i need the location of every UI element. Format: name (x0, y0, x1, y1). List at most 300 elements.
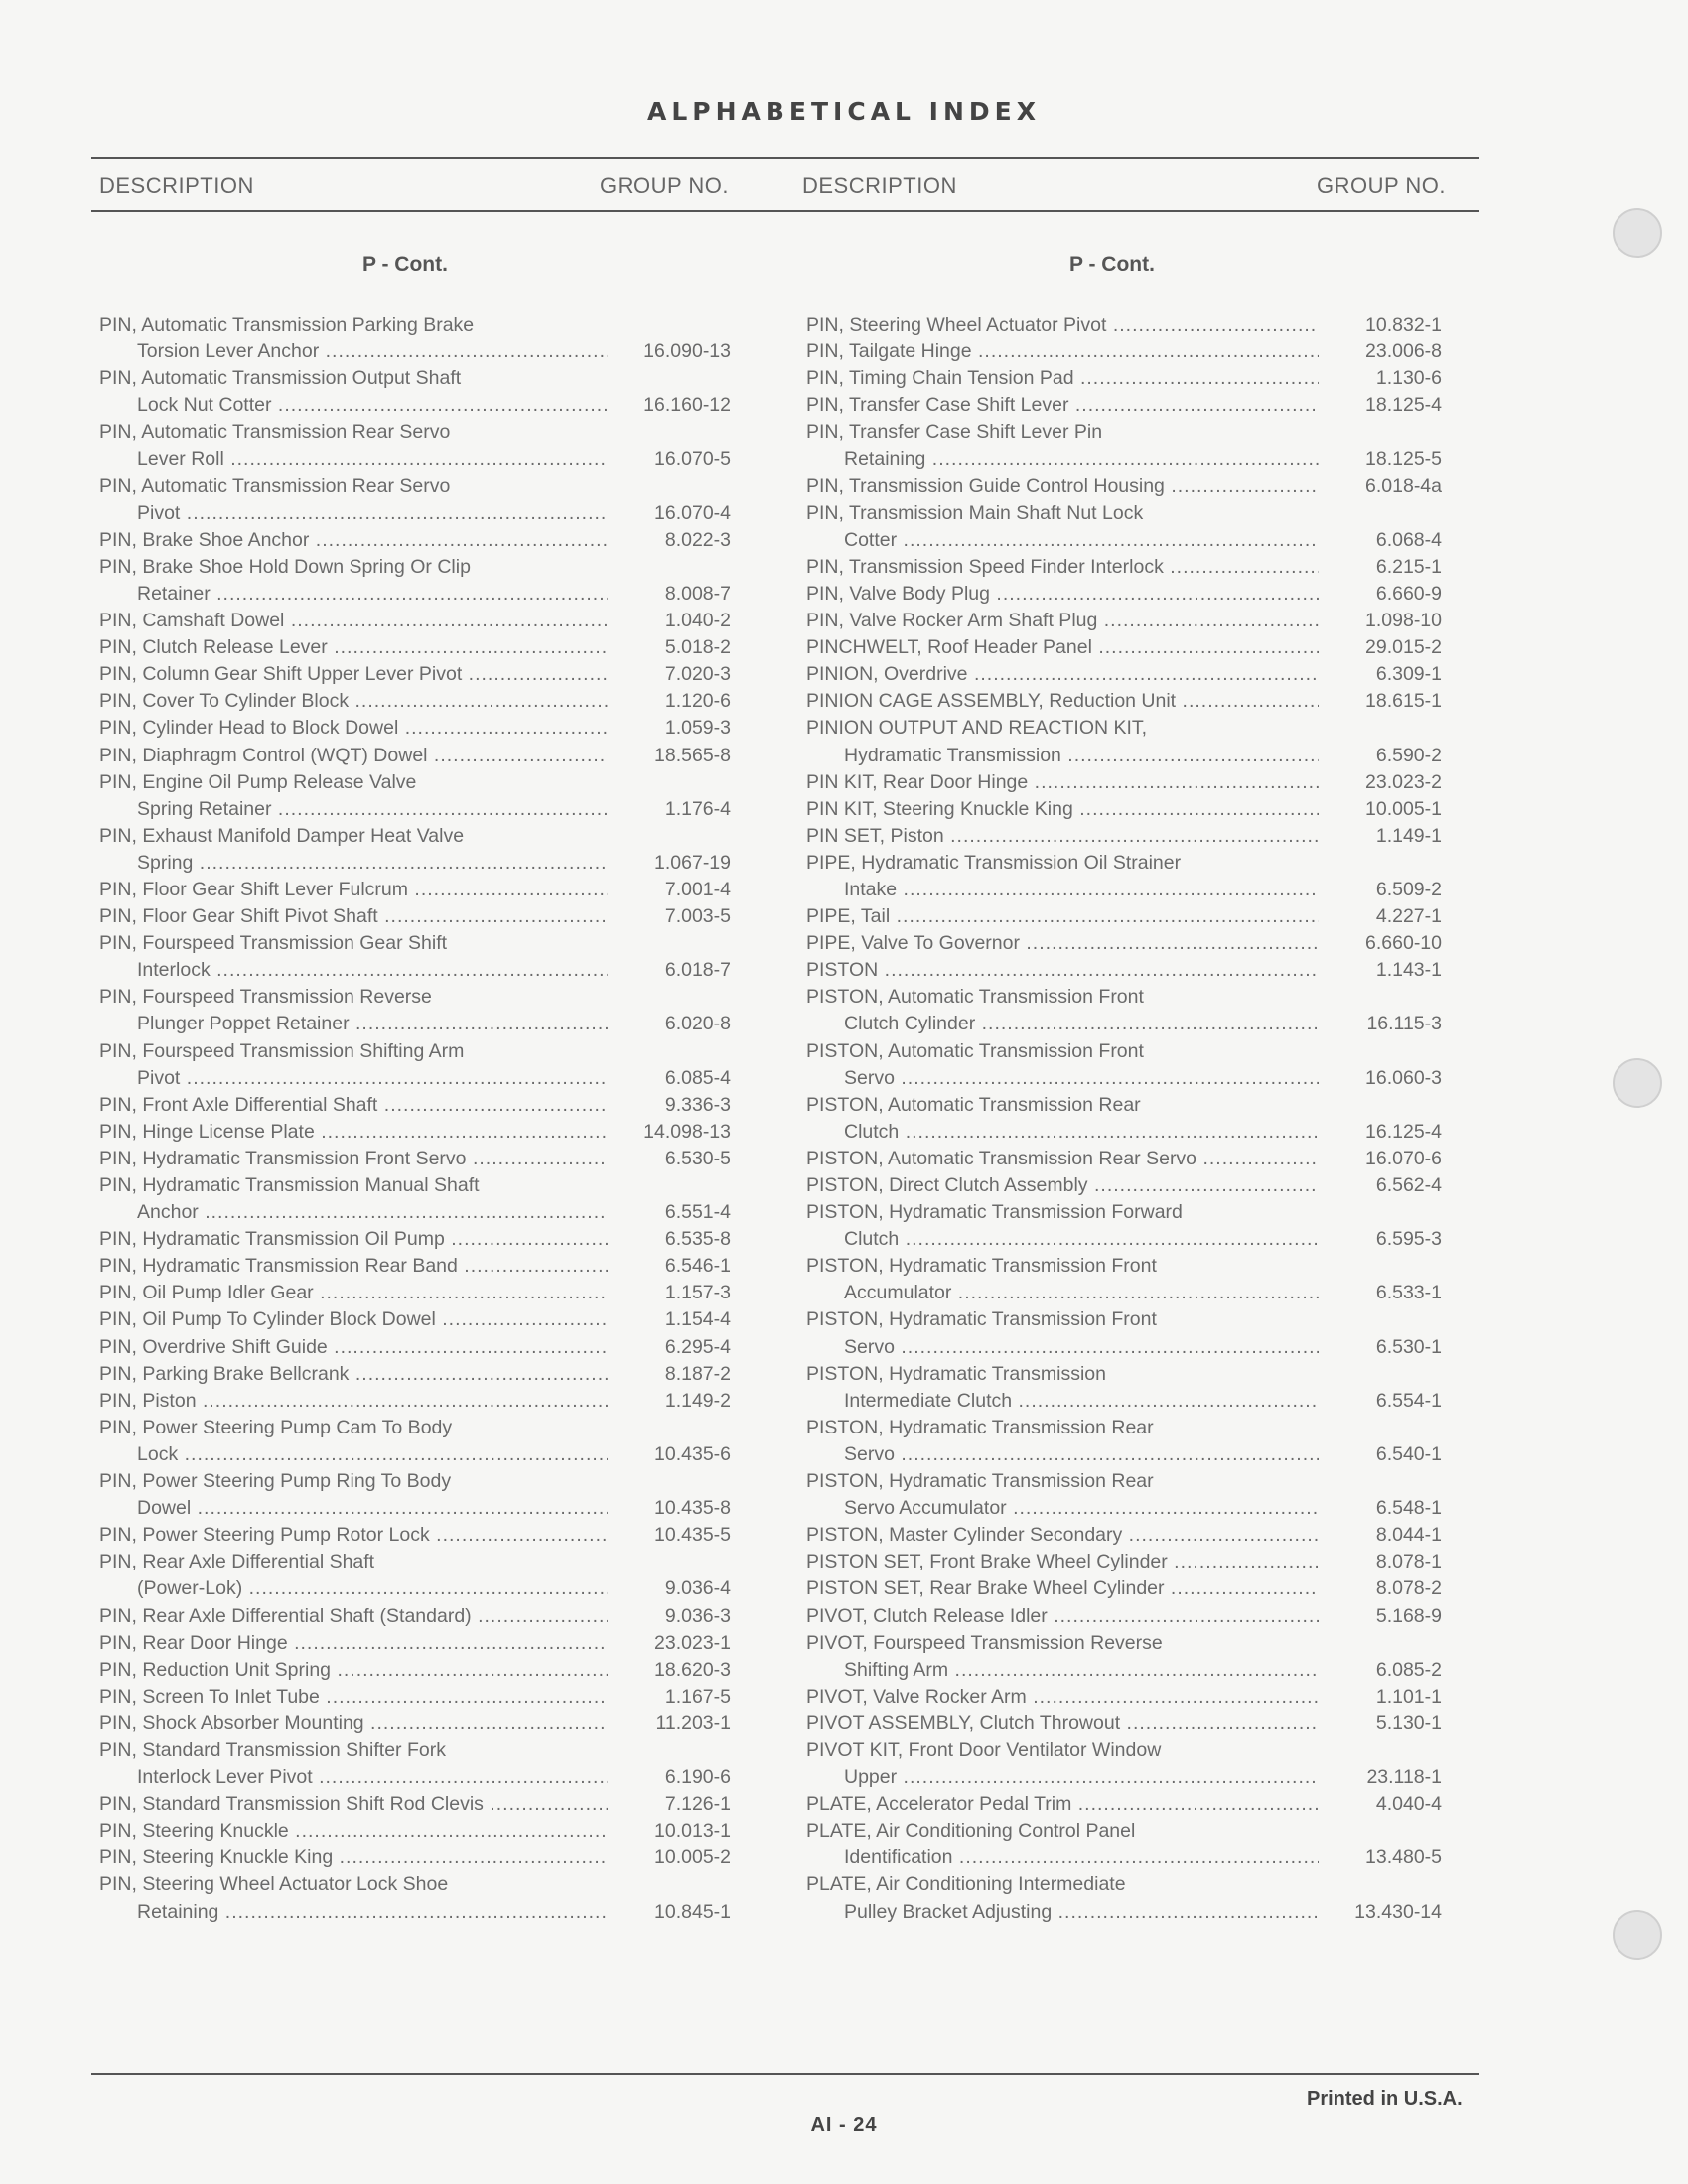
index-entry-line (806, 1522, 1442, 1549)
entry-group-number: 16.070-4 (654, 501, 731, 524)
entry-description: Pulley Bracket Adjusting ..... (806, 1899, 1319, 1926)
index-entry-line (806, 796, 1442, 823)
index-entry-line (99, 500, 731, 527)
entry-group-number (1319, 1415, 1442, 1441)
entry-description: PIN, Transfer Case Shift Lever ..... (806, 392, 1319, 419)
index-entry-line (806, 1441, 1442, 1468)
entry-group-number: 18.615-1 (1365, 690, 1442, 713)
entry-group-number: 4.227-1 (1375, 905, 1442, 928)
index-entry-line (99, 1737, 731, 1764)
index-entry-line (99, 1146, 731, 1172)
entry-description: PINION CAGE ASSEMBLY, Reduction Unit ..... (806, 688, 1319, 715)
entry-description: Interlock ..... (99, 957, 608, 984)
entry-group-number (608, 1468, 731, 1495)
index-entry-line (99, 1226, 731, 1253)
index-entry-line (99, 1280, 731, 1306)
right-description-header: DESCRIPTION (802, 173, 957, 198)
entry-description: Spring Retainer ..... (99, 796, 608, 823)
index-entry-line (99, 1119, 731, 1146)
index-entry-line (806, 984, 1442, 1011)
entry-group-number: 5.018-2 (664, 636, 731, 659)
index-entry-line (806, 634, 1442, 661)
index-entry-line (99, 474, 731, 500)
entry-group-number: 6.085-4 (664, 1066, 731, 1089)
index-entry-line (806, 581, 1442, 608)
entry-group-number: 4.040-4 (1375, 1793, 1442, 1816)
index-entry-line (806, 1334, 1442, 1361)
entry-group-number (1319, 1199, 1442, 1226)
index-entry-line (806, 339, 1442, 365)
entry-group-number: 5.168-9 (1375, 1604, 1442, 1627)
entry-description: PIN, Valve Body Plug ..... (806, 581, 1319, 608)
entry-description: PIN, Engine Oil Pump Release Valve (99, 770, 417, 793)
entry-description: PIN, Brake Shoe Anchor ..... (99, 527, 608, 554)
entry-group-number: 8.022-3 (664, 528, 731, 551)
entry-group-number: 6.215-1 (1375, 555, 1442, 578)
entry-description: PISTON ..... (806, 957, 1319, 984)
footer-rule (91, 2073, 1479, 2075)
entry-group-number (608, 419, 731, 446)
entry-group-number (608, 474, 731, 500)
index-entry-line (99, 419, 731, 446)
entry-description: PIVOT, Valve Rocker Arm ..... (806, 1684, 1319, 1710)
entry-description: PIN, Clutch Release Lever ..... (99, 634, 608, 661)
entry-group-number (608, 823, 731, 850)
entry-description: PIN, Automatic Transmission Parking Brake (99, 314, 475, 336)
entry-description: PIN, Steering Wheel Actuator Pivot ..... (806, 312, 1319, 339)
entry-description: PISTON SET, Rear Brake Wheel Cylinder ..... (806, 1575, 1319, 1602)
index-entry-line (806, 527, 1442, 554)
entry-group-number: 7.126-1 (664, 1793, 731, 1816)
left-group-header: GROUP NO. (600, 173, 730, 198)
entry-description: Lock ..... (99, 1441, 608, 1468)
entry-description: PISTON, Direct Clutch Assembly ..... (806, 1172, 1319, 1199)
entry-group-number: 23.023-2 (1365, 770, 1442, 793)
entry-group-number: 8.187-2 (664, 1362, 731, 1385)
entry-group-number: 13.480-5 (1365, 1846, 1442, 1869)
entry-group-number (1319, 500, 1442, 527)
entry-description: PIN, Hydramatic Transmission Front Servo ..... (99, 1146, 608, 1172)
right-group-header: GROUP NO. (1317, 173, 1447, 198)
index-entry-line (99, 1684, 731, 1710)
entry-group-number: 1.167-5 (664, 1685, 731, 1707)
index-entry-line (806, 877, 1442, 903)
index-entry-line (806, 850, 1442, 877)
entry-description: PISTON, Automatic Transmission Front (806, 986, 1144, 1009)
entry-description: PIVOT, Clutch Release Idler ..... (806, 1603, 1319, 1630)
index-entry-line (99, 903, 731, 930)
index-entry-line (99, 930, 731, 957)
entry-group-number (608, 769, 731, 796)
index-entry-line (99, 527, 731, 554)
entry-group-number: 16.070-5 (654, 448, 731, 471)
binder-hole-top (1613, 208, 1662, 258)
entry-description: PIN, Automatic Transmission Rear Servo (99, 475, 451, 497)
index-entry-line (99, 661, 731, 688)
index-entry-line (99, 1818, 731, 1844)
index-entry-line (99, 1388, 731, 1415)
entry-description: PISTON, Hydramatic Transmission Front (806, 1308, 1157, 1331)
entry-description: Retaining ..... (99, 1899, 608, 1926)
entry-description: PIN, Standard Transmission Shifter Fork (99, 1738, 446, 1761)
entry-group-number (1319, 1306, 1442, 1333)
index-entry-line (99, 312, 731, 339)
entry-group-number: 6.595-3 (1375, 1228, 1442, 1251)
entry-group-number (1319, 1630, 1442, 1657)
entry-description: PIN, Hydramatic Transmission Rear Band ..... (99, 1253, 608, 1280)
index-entry-line (806, 554, 1442, 581)
entry-description: PIN, Exhaust Manifold Damper Heat Valve (99, 824, 465, 847)
index-entry-line (99, 1415, 731, 1441)
entry-group-number (608, 930, 731, 957)
index-entry-line (806, 1764, 1442, 1791)
entry-group-number (608, 1871, 731, 1898)
index-entry-line (806, 1172, 1442, 1199)
entry-description: PIN, Cylinder Head to Block Dowel ..... (99, 715, 608, 742)
entry-group-number: 1.130-6 (1375, 367, 1442, 390)
index-entry-line (806, 1092, 1442, 1119)
entry-group-number: 16.160-12 (643, 394, 731, 417)
index-entry-line (806, 1844, 1442, 1871)
entry-group-number: 6.533-1 (1375, 1282, 1442, 1304)
page-title: ALPHABETICAL INDEX (646, 97, 1042, 126)
entry-description: PIN, Steering Knuckle ..... (99, 1818, 608, 1844)
right-index-column (806, 312, 1442, 1926)
entry-group-number: 6.530-5 (664, 1147, 731, 1169)
entry-group-number: 1.154-4 (664, 1308, 731, 1331)
entry-group-number (608, 1549, 731, 1575)
entry-group-number (1319, 1871, 1442, 1898)
entry-description: PISTON, Automatic Transmission Front (806, 1039, 1144, 1062)
entry-group-number: 1.120-6 (664, 690, 731, 713)
entry-group-number: 16.125-4 (1365, 1120, 1442, 1143)
index-entry-line (99, 392, 731, 419)
index-entry-line (806, 1226, 1442, 1253)
index-entry-line (99, 1038, 731, 1065)
index-entry-line (806, 500, 1442, 527)
index-entry-line (806, 1119, 1442, 1146)
index-entry-line (99, 1630, 731, 1657)
entry-description: PIN SET, Piston ..... (806, 823, 1319, 850)
entry-description: PIN, Tailgate Hinge ..... (806, 339, 1319, 365)
entry-group-number (608, 1172, 731, 1199)
entry-group-number (1319, 1818, 1442, 1844)
index-entry-line (99, 957, 731, 984)
index-entry-line (806, 1791, 1442, 1818)
entry-description: PIN, Floor Gear Shift Pivot Shaft ..... (99, 903, 608, 930)
entry-group-number: 29.015-2 (1365, 636, 1442, 659)
index-entry-line (806, 1495, 1442, 1522)
entry-description: PISTON, Master Cylinder Secondary ..... (806, 1522, 1319, 1549)
entry-group-number: 18.125-4 (1365, 394, 1442, 417)
entry-description: PIN, Hydramatic Transmission Manual Shaft (99, 1174, 480, 1196)
entry-description: PISTON, Automatic Transmission Rear Servo ..... (806, 1146, 1319, 1172)
index-entry-line (99, 365, 731, 392)
entry-description: PIN, Power Steering Pump Cam To Body (99, 1416, 453, 1438)
index-entry-line (806, 1011, 1442, 1037)
entry-description: Lever Roll ..... (99, 446, 608, 473)
index-entry-line (99, 1575, 731, 1602)
index-entry-line (99, 715, 731, 742)
index-entry-line (99, 1844, 731, 1871)
entry-group-number: 1.157-3 (664, 1282, 731, 1304)
entry-description: PIN, Automatic Transmission Output Shaft (99, 367, 462, 390)
entry-group-number: 10.005-1 (1365, 797, 1442, 820)
page-number: AI - 24 (810, 2115, 878, 2136)
entry-group-number: 8.008-7 (664, 582, 731, 605)
index-entry-line (806, 1603, 1442, 1630)
index-entry-line (99, 1603, 731, 1630)
entry-description: Upper ..... (806, 1764, 1319, 1791)
entry-description: PIN, Power Steering Pump Rotor Lock ..... (99, 1522, 608, 1549)
index-entry-line (99, 339, 731, 365)
entry-description: Lock Nut Cotter ..... (99, 392, 608, 419)
entry-group-number: 6.530-1 (1375, 1335, 1442, 1358)
entry-group-number (1319, 419, 1442, 446)
index-entry-line (99, 1441, 731, 1468)
index-entry-line (806, 1415, 1442, 1441)
entry-group-number: 23.006-8 (1365, 341, 1442, 363)
entry-group-number: 16.060-3 (1365, 1066, 1442, 1089)
entry-description: PIN KIT, Rear Door Hinge ..... (806, 769, 1319, 796)
entry-group-number (608, 984, 731, 1011)
entry-description: PLATE, Accelerator Pedal Trim ..... (806, 1791, 1319, 1818)
index-entry-line (99, 1764, 731, 1791)
entry-description: Cotter ..... (806, 527, 1319, 554)
entry-description: PINCHWELT, Roof Header Panel ..... (806, 634, 1319, 661)
entry-group-number: 6.190-6 (664, 1766, 731, 1789)
index-entry-line (806, 1899, 1442, 1926)
entry-description: PIN, Transmission Speed Finder Interlock ..... (806, 554, 1319, 581)
entry-description: PIN, Fourspeed Transmission Reverse (99, 986, 432, 1009)
entry-description: PIN, Hydramatic Transmission Oil Pump ..... (99, 1226, 608, 1253)
entry-description: PIN, Fourspeed Transmission Shifting Arm (99, 1039, 465, 1062)
index-entry-line (806, 608, 1442, 634)
entry-group-number: 6.535-8 (664, 1228, 731, 1251)
binder-hole-middle (1613, 1058, 1662, 1108)
left-description-header: DESCRIPTION (99, 173, 254, 198)
entry-group-number: 6.018-7 (664, 959, 731, 982)
entry-description: PIN, Front Axle Differential Shaft ..... (99, 1092, 608, 1119)
entry-group-number (608, 365, 731, 392)
entry-description: PIPE, Tail ..... (806, 903, 1319, 930)
entry-group-number: 6.546-1 (664, 1255, 731, 1278)
entry-description: Servo ..... (806, 1334, 1319, 1361)
index-entry-line (99, 1172, 731, 1199)
entry-group-number: 1.101-1 (1375, 1685, 1442, 1707)
entry-description: Clutch ..... (806, 1226, 1319, 1253)
entry-group-number: 6.562-4 (1375, 1174, 1442, 1196)
index-entry-line (806, 474, 1442, 500)
index-entry-line (806, 1657, 1442, 1684)
index-entry-line (806, 1630, 1442, 1657)
entry-group-number: 8.044-1 (1375, 1524, 1442, 1547)
entry-group-number: 13.430-14 (1354, 1900, 1442, 1923)
printed-in-usa: Printed in U.S.A. (1307, 2088, 1463, 2110)
index-entry-line (806, 1549, 1442, 1575)
entry-group-number: 10.832-1 (1365, 314, 1442, 336)
entry-description: PIN, Reduction Unit Spring ..... (99, 1657, 608, 1684)
index-entry-line (806, 1388, 1442, 1415)
entry-description: PIN, Rear Axle Differential Shaft (99, 1551, 375, 1573)
index-entry-line (806, 1146, 1442, 1172)
entry-group-number (608, 1038, 731, 1065)
entry-description: PIN, Hinge License Plate ..... (99, 1119, 608, 1146)
index-entry-line (806, 823, 1442, 850)
index-entry-line (99, 769, 731, 796)
entry-description: PIN, Automatic Transmission Rear Servo (99, 421, 451, 444)
index-entry-line (99, 1253, 731, 1280)
left-section-subtitle: P - Cont. (362, 253, 448, 276)
entry-description: Plunger Poppet Retainer ..... (99, 1011, 608, 1037)
entry-group-number: 16.115-3 (1366, 1013, 1442, 1035)
index-entry-line (806, 715, 1442, 742)
entry-group-number: 10.435-5 (654, 1524, 731, 1547)
entry-description: Servo Accumulator ..... (806, 1495, 1319, 1522)
entry-description: Torsion Lever Anchor ..... (99, 339, 608, 365)
entry-group-number: 1.059-3 (664, 717, 731, 740)
index-entry-line (806, 1818, 1442, 1844)
entry-group-number (608, 554, 731, 581)
entry-description: PIN, Steering Wheel Actuator Lock Shoe (99, 1873, 449, 1896)
index-entry-line (806, 1361, 1442, 1388)
index-entry-line (99, 1549, 731, 1575)
entry-description: PIVOT, Fourspeed Transmission Reverse (806, 1631, 1163, 1654)
entry-description: Hydramatic Transmission ..... (806, 743, 1319, 769)
entry-group-number: 16.070-6 (1365, 1147, 1442, 1169)
index-entry-line (99, 877, 731, 903)
entry-group-number: 6.068-4 (1375, 528, 1442, 551)
entry-group-number: 9.036-4 (664, 1577, 731, 1600)
index-entry-line (806, 1468, 1442, 1495)
entry-description: (Power-Lok) ..... (99, 1575, 608, 1602)
entry-group-number: 5.130-1 (1375, 1711, 1442, 1734)
index-entry-line (806, 392, 1442, 419)
entry-group-number (1319, 1361, 1442, 1388)
entry-group-number: 6.660-10 (1365, 932, 1442, 955)
entry-group-number (608, 1415, 731, 1441)
entry-group-number: 7.001-4 (664, 878, 731, 900)
entry-group-number: 11.203-1 (655, 1711, 731, 1734)
index-entry-line (806, 957, 1442, 984)
entry-description: PISTON, Hydramatic Transmission Rear (806, 1416, 1154, 1438)
entry-description: PIN, Column Gear Shift Upper Lever Pivot ..... (99, 661, 608, 688)
entry-group-number: 6.554-1 (1375, 1389, 1442, 1412)
index-entry-line (99, 1657, 731, 1684)
entry-group-number: 1.176-4 (664, 797, 731, 820)
entry-description: Dowel ..... (99, 1495, 608, 1522)
entry-description: Servo ..... (806, 1441, 1319, 1468)
index-entry-line (99, 796, 731, 823)
entry-group-number: 6.660-9 (1375, 582, 1442, 605)
entry-description: PIN, Standard Transmission Shift Rod Clevis ..... (99, 1791, 608, 1818)
header-bottom-rule (91, 210, 1479, 212)
entry-description: PIN, Shock Absorber Mounting ..... (99, 1710, 608, 1737)
entry-group-number: 7.020-3 (664, 663, 731, 686)
entry-description: PIN, Rear Door Hinge ..... (99, 1630, 608, 1657)
index-entry-line (99, 1011, 731, 1037)
entry-description: Clutch ..... (806, 1119, 1319, 1146)
index-entry-line (99, 1065, 731, 1092)
index-entry-line (806, 1253, 1442, 1280)
index-entry-line (806, 688, 1442, 715)
entry-description: PIN, Timing Chain Tension Pad ..... (806, 365, 1319, 392)
entry-group-number: 10.845-1 (654, 1900, 731, 1923)
entry-description: PIN, Brake Shoe Hold Down Spring Or Clip (99, 555, 471, 578)
entry-description: Pivot ..... (99, 1065, 608, 1092)
index-entry-line (806, 743, 1442, 769)
entry-group-number (1319, 1038, 1442, 1065)
entry-group-number: 23.118-1 (1366, 1766, 1442, 1789)
index-entry-line (806, 1871, 1442, 1898)
index-entry-line (806, 1710, 1442, 1737)
entry-description: Identification ..... (806, 1844, 1319, 1871)
entry-group-number: 6.295-4 (664, 1335, 731, 1358)
entry-group-number: 23.023-1 (654, 1631, 731, 1654)
entry-group-number: 6.551-4 (664, 1201, 731, 1224)
entry-group-number: 1.098-10 (1365, 610, 1442, 632)
index-entry-line (99, 1899, 731, 1926)
entry-description: PIN, Oil Pump Idler Gear ..... (99, 1280, 608, 1306)
index-entry-line (99, 743, 731, 769)
entry-description: PIN, Transfer Case Shift Lever Pin (806, 421, 1103, 444)
index-entry-line (99, 1468, 731, 1495)
index-entry-line (806, 1280, 1442, 1306)
entry-description: Pivot ..... (99, 500, 608, 527)
entry-group-number: 9.336-3 (664, 1093, 731, 1116)
entry-group-number: 6.085-2 (1375, 1658, 1442, 1681)
entry-group-number: 18.565-8 (654, 744, 731, 766)
entry-description: PISTON, Automatic Transmission Rear (806, 1093, 1141, 1116)
entry-description: PISTON, Hydramatic Transmission Front (806, 1255, 1157, 1278)
entry-group-number (1319, 1253, 1442, 1280)
left-index-column (99, 312, 731, 1926)
entry-group-number: 8.078-1 (1375, 1551, 1442, 1573)
index-entry-line (99, 688, 731, 715)
entry-description: PLATE, Air Conditioning Intermediate (806, 1873, 1126, 1896)
entry-group-number: 1.040-2 (664, 610, 731, 632)
index-entry-line (806, 1575, 1442, 1602)
index-entry-line (99, 1199, 731, 1226)
entry-group-number (1319, 984, 1442, 1011)
index-entry-line (99, 1522, 731, 1549)
index-entry-line (99, 1791, 731, 1818)
index-entry-line (806, 1038, 1442, 1065)
index-entry-line (806, 1737, 1442, 1764)
entry-description: PIN, Rear Axle Differential Shaft (Standard) ..... (99, 1603, 608, 1630)
entry-group-number: 10.435-6 (654, 1442, 731, 1465)
index-entry-line (99, 554, 731, 581)
entry-group-number: 14.098-13 (643, 1120, 731, 1143)
entry-description: PIPE, Valve To Governor ..... (806, 930, 1319, 957)
entry-description: Retaining ..... (806, 446, 1319, 473)
entry-group-number: 1.149-2 (664, 1389, 731, 1412)
entry-description: PIVOT KIT, Front Door Ventilator Window (806, 1738, 1162, 1761)
entry-description: PIN, Valve Rocker Arm Shaft Plug ..... (806, 608, 1319, 634)
entry-group-number: 6.018-4a (1365, 475, 1442, 497)
entry-group-number: 16.090-13 (643, 341, 731, 363)
entry-description: PIN, Cover To Cylinder Block ..... (99, 688, 608, 715)
entry-group-number: 7.003-5 (664, 905, 731, 928)
entry-description: Servo ..... (806, 1065, 1319, 1092)
entry-group-number: 6.020-8 (664, 1013, 731, 1035)
index-entry-line (99, 850, 731, 877)
entry-description: PINION OUTPUT AND REACTION KIT, (806, 717, 1148, 740)
entry-group-number: 8.078-2 (1375, 1577, 1442, 1600)
entry-description: PIVOT ASSEMBLY, Clutch Throwout ..... (806, 1710, 1319, 1737)
index-entry-line (806, 903, 1442, 930)
index-entry-line (99, 823, 731, 850)
